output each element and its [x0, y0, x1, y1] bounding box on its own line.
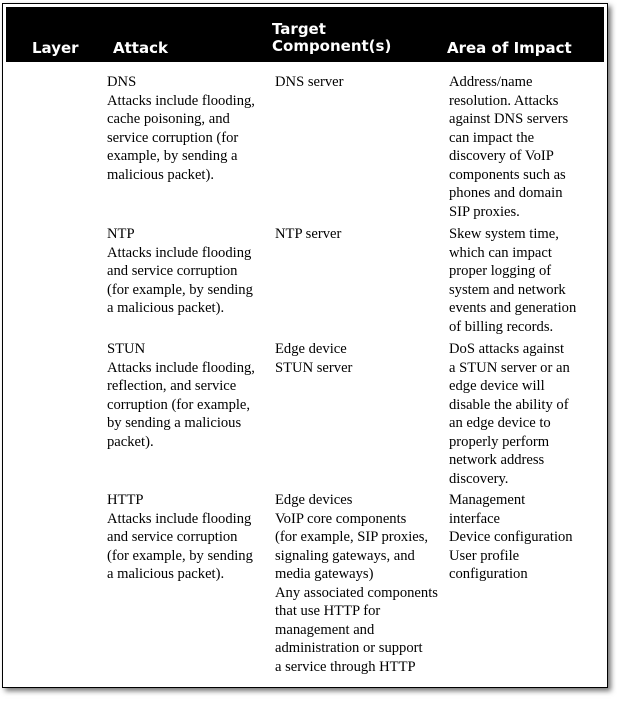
row-http-target: Edge devices VoIP core components (for example, SIP proxies, signaling gateways, and media gateways) Any associated components that use HTTP for management and administration or support a service through HTTP	[275, 492, 438, 675]
row-stun-target: Edge device STUN server	[275, 341, 353, 376]
row-stun-attack: STUN Attacks include flooding, reflection, and service corruption (for example, by sending a malicious packet).	[107, 341, 255, 450]
row-dns-attack: DNS Attacks include flooding, cache poisoning, and service corruption (for example, by sending a malicious packet).	[107, 74, 255, 183]
header-attack: Attack	[113, 39, 168, 57]
table-frame	[2, 3, 608, 688]
row-stun-impact: DoS attacks against a STUN server or an edge device will disable the ability of an edge device to properly perform network address discovery.	[449, 341, 570, 487]
row-http-attack: HTTP Attacks include flooding and service corruption (for example, by sending a malicious packet).	[107, 492, 253, 582]
header-target-components: Target Component(s)	[272, 20, 392, 55]
row-http-impact: Management interface Device configuration User profile configuration	[449, 492, 573, 582]
header-layer: Layer	[32, 39, 79, 57]
header-area-of-impact: Area of Impact	[447, 39, 572, 57]
row-dns-target: DNS server	[275, 74, 344, 90]
row-ntp-attack: NTP Attacks include flooding and service corruption (for example, by sending a malicious packet).	[107, 226, 253, 316]
row-dns-impact: Address/name resolution. Attacks against DNS servers can impact the discovery of VoIP components such as phones and domain SIP proxies.	[449, 74, 569, 220]
row-ntp-target: NTP server	[275, 226, 342, 242]
row-ntp-impact: Skew system time, which can impact proper logging of system and network events and generation of billing records.	[449, 226, 577, 335]
table-header	[6, 7, 604, 62]
